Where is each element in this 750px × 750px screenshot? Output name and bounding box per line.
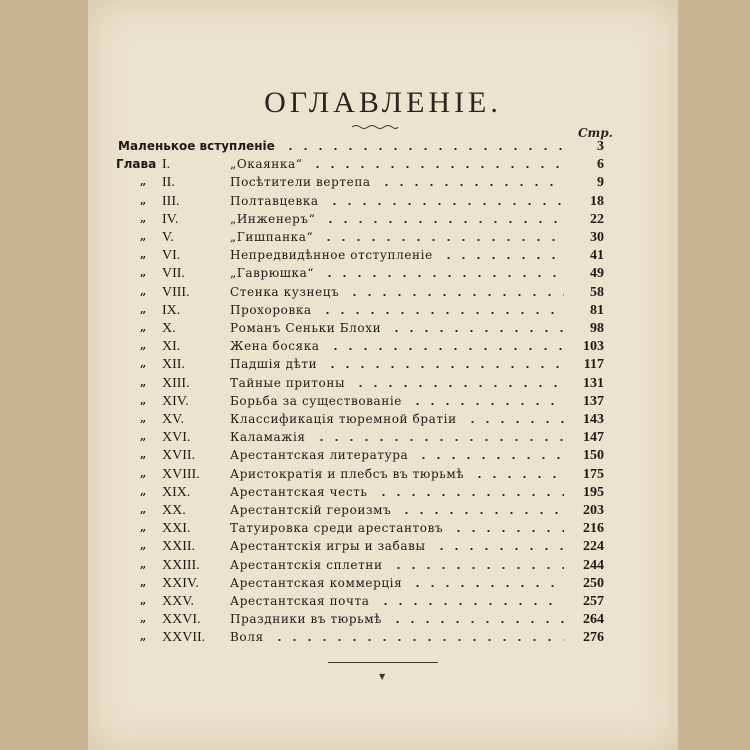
chapter-page: 58 — [590, 284, 604, 300]
chapter-title: Непредвидѣнное отступленіе — [230, 248, 433, 263]
ditto-mark: „ — [140, 302, 147, 316]
table-row — [88, 539, 678, 557]
leader-dots — [283, 148, 564, 150]
chapter-title: Татуировка среди арестантовъ — [230, 521, 444, 536]
chapter-page: 150 — [583, 448, 604, 464]
chapter-number: III. — [162, 193, 180, 209]
chapter-page: 117 — [583, 357, 604, 373]
leader-dots — [416, 457, 564, 459]
chapter-title: „Гишпанка“ — [230, 230, 314, 244]
table-row — [88, 467, 678, 485]
chapter-number: XX. — [162, 503, 186, 518]
table-row — [88, 448, 678, 466]
chapter-number: XXIV. — [162, 575, 199, 591]
chapter-page: 143 — [583, 412, 604, 427]
leader-dots — [451, 530, 564, 532]
ditto-mark: „ — [140, 503, 147, 516]
chapter-title: Стенка кузнецъ — [230, 284, 340, 299]
table-row — [88, 430, 678, 448]
leader-dots — [472, 476, 564, 478]
chapter-page: 30 — [590, 230, 604, 245]
end-mark: ▼ — [379, 672, 386, 681]
ditto-mark: „ — [140, 539, 147, 553]
ditto-mark: „ — [140, 193, 147, 207]
chapter-word: Глава — [116, 157, 157, 172]
ditto-mark: „ — [140, 484, 147, 498]
table-row — [88, 321, 678, 339]
leader-dots — [327, 203, 564, 205]
chapter-page: 131 — [583, 375, 604, 391]
leader-dots — [322, 275, 564, 277]
chapter-title: Арестантская почта — [230, 594, 370, 608]
chapter-page: 216 — [583, 521, 604, 537]
intro-title: Маленькое вступленіе — [118, 139, 275, 153]
table-row — [88, 630, 678, 648]
leader-dots — [347, 294, 564, 296]
leader-dots — [325, 366, 564, 368]
chapter-page: 224 — [583, 539, 604, 555]
chapter-title: Тайные притоны — [230, 375, 346, 390]
chapter-title: Арестантская литература — [230, 448, 409, 463]
chapter-page: 49 — [590, 266, 604, 282]
chapter-number: XVIII. — [162, 466, 200, 482]
chapter-title: Падшія дѣти — [230, 357, 318, 372]
table-row — [88, 266, 678, 284]
ditto-mark: „ — [140, 321, 147, 334]
ditto-mark: „ — [140, 211, 147, 225]
leader-dots — [465, 421, 564, 423]
leader-dots — [391, 567, 564, 569]
table-row — [88, 212, 678, 230]
chapter-number: I. — [162, 157, 171, 173]
chapter-number: VII. — [162, 266, 185, 282]
chapter-page: 264 — [583, 612, 604, 628]
chapter-title: Посѣтители вертепа — [230, 175, 371, 190]
chapter-title: Прохоровка — [230, 302, 312, 317]
chapter-number: XXIII. — [162, 557, 200, 573]
chapter-page: 195 — [583, 484, 604, 500]
chapter-page: 250 — [583, 575, 604, 591]
leader-dots — [328, 348, 564, 350]
chapter-title: Жена босяка — [230, 339, 320, 354]
chapter-page: 9 — [597, 175, 604, 191]
leader-dots — [389, 330, 564, 332]
chapter-title: Борьба за существованіе — [230, 393, 402, 408]
ditto-mark: „ — [140, 521, 147, 535]
leader-dots — [399, 512, 564, 514]
chapter-page: 18 — [590, 193, 604, 209]
ditto-mark: „ — [140, 357, 147, 371]
table-row — [88, 157, 678, 175]
leader-dots — [441, 257, 564, 259]
leader-dots — [272, 639, 564, 641]
table-row — [88, 576, 678, 594]
chapter-page: 6 — [597, 157, 604, 173]
chapter-number: XXII. — [162, 539, 196, 555]
book-page — [88, 0, 678, 750]
chapter-number: XXVI. — [162, 612, 201, 628]
ditto-mark: „ — [140, 430, 147, 444]
chapter-number: XXI. — [162, 521, 191, 537]
chapter-title: Арестантскій героизмъ — [230, 503, 392, 517]
chapter-number: XIII. — [162, 375, 190, 391]
chapter-number: XVII. — [162, 448, 196, 464]
chapter-number: VIII. — [162, 284, 190, 300]
chapter-page: 203 — [583, 503, 604, 518]
table-row — [88, 612, 678, 630]
ditto-mark: „ — [140, 575, 147, 589]
chapter-number: VI. — [162, 248, 181, 264]
table-row — [88, 248, 678, 266]
chapter-page: 257 — [583, 594, 604, 609]
chapter-number: XV. — [162, 412, 184, 427]
table-row — [88, 412, 678, 430]
table-row — [88, 194, 678, 212]
table-row — [88, 521, 678, 539]
ditto-mark: „ — [140, 594, 147, 607]
chapter-number: XIX. — [162, 484, 191, 500]
table-row — [88, 285, 678, 303]
chapter-title: Арестантскія игры и забавы — [230, 539, 426, 554]
chapter-number: XI. — [162, 339, 181, 355]
table-row — [88, 558, 678, 576]
ditto-mark: „ — [140, 630, 147, 644]
leader-dots — [410, 403, 564, 405]
leader-dots — [379, 184, 564, 186]
chapter-page: 41 — [590, 248, 604, 264]
table-row — [88, 485, 678, 503]
table-row — [88, 230, 678, 248]
chapter-page: 137 — [583, 393, 604, 409]
table-row — [88, 594, 678, 612]
table-row — [88, 303, 678, 321]
chapter-number: XIV. — [162, 393, 189, 409]
ditto-mark: „ — [140, 248, 147, 262]
chapter-number: IX. — [162, 302, 181, 318]
chapter-title: Арестантская коммерція — [230, 575, 403, 590]
ditto-mark: „ — [140, 375, 147, 389]
chapter-title: Арестантская честь — [230, 484, 368, 499]
chapter-page: 22 — [590, 211, 604, 227]
end-rule — [328, 662, 438, 663]
chapter-page: 147 — [583, 430, 604, 446]
chapter-number: XII. — [162, 357, 185, 373]
chapter-title: Праздники въ тюрьмѣ — [230, 612, 383, 627]
chapter-title: Классификація тюремной братіи — [230, 412, 457, 426]
chapter-title: Аристократія и плебсъ въ тюрьмѣ — [230, 466, 465, 481]
toc-intro-row — [88, 139, 678, 157]
chapter-number: V. — [162, 230, 174, 245]
chapter-page: 244 — [583, 557, 604, 573]
leader-dots — [320, 312, 564, 314]
leader-dots — [310, 166, 564, 168]
ditto-mark: „ — [140, 230, 147, 243]
chapter-title: Воля — [230, 630, 264, 645]
leader-dots — [410, 585, 564, 587]
leader-dots — [434, 548, 564, 550]
leader-dots — [376, 494, 564, 496]
chapter-number: II. — [162, 175, 175, 191]
table-row — [88, 357, 678, 375]
chapter-title: Полтавцевка — [230, 193, 319, 208]
chapter-number: XXV. — [162, 594, 195, 609]
ditto-mark: „ — [140, 393, 147, 407]
table-row — [88, 394, 678, 412]
ditto-mark: „ — [140, 339, 147, 353]
chapter-number: IV. — [162, 211, 179, 227]
leader-dots — [314, 439, 564, 441]
leader-dots — [321, 239, 564, 241]
chapter-title: Арестантскія сплетни — [230, 557, 383, 572]
chapter-title: „Гаврюшка“ — [230, 266, 315, 281]
table-row — [88, 175, 678, 193]
leader-dots — [323, 221, 564, 223]
chapter-number: XXVII. — [162, 630, 206, 646]
ditto-mark: „ — [140, 175, 147, 189]
chapter-number: X. — [162, 321, 176, 336]
chapter-page: 276 — [583, 630, 604, 646]
ditto-mark: „ — [140, 266, 147, 280]
chapter-title: „Инженеръ“ — [230, 211, 316, 226]
leader-dots — [378, 603, 564, 605]
ditto-mark: „ — [140, 448, 147, 462]
table-row — [88, 339, 678, 357]
page-title: ОГЛАВЛЕНІЕ. — [264, 86, 502, 119]
ornament-squiggle — [350, 122, 400, 132]
table-row — [88, 376, 678, 394]
chapter-page: 98 — [590, 321, 604, 336]
intro-page: 3 — [597, 139, 604, 154]
ditto-mark: „ — [140, 466, 147, 480]
leader-dots — [390, 621, 564, 623]
ditto-mark: „ — [140, 412, 147, 425]
chapter-page: 103 — [583, 339, 604, 355]
chapter-number: XVI. — [162, 430, 191, 446]
chapter-page: 81 — [590, 302, 604, 318]
ditto-mark: „ — [140, 284, 147, 298]
table-row — [88, 503, 678, 521]
ditto-mark: „ — [140, 557, 147, 571]
leader-dots — [353, 385, 564, 387]
chapter-title: Романъ Сеньки Блохи — [230, 321, 382, 335]
chapter-page: 175 — [583, 466, 604, 482]
chapter-title: Каламажія — [230, 430, 306, 445]
chapter-title: „Окаянка“ — [230, 157, 303, 172]
page-column-header: Стр. — [578, 126, 613, 140]
ditto-mark: „ — [140, 612, 147, 626]
